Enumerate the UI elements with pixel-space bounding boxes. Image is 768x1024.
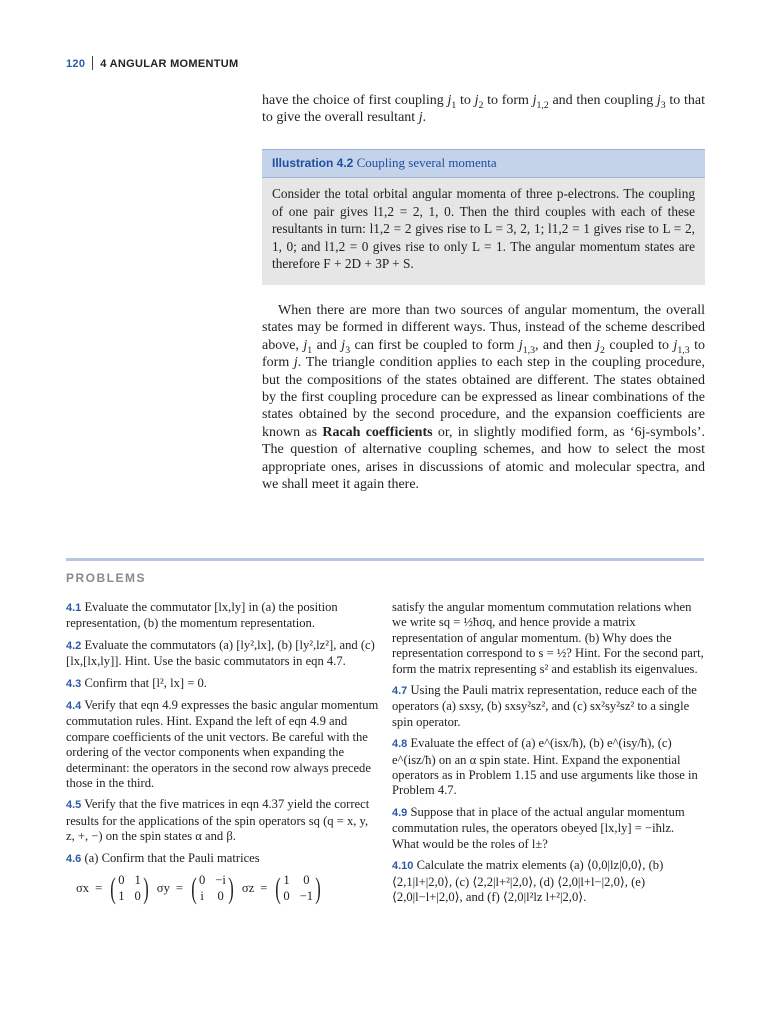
- problem-text: Suppose that in place of the actual angular momentum commutation rules, the operators obeyed [lx,ly] = −iħlz. What would be the roles of l±?: [392, 804, 685, 851]
- problem-4-2: [66, 638, 380, 670]
- racah-term: Racah coefficients: [322, 424, 433, 440]
- problem-text: (a) Confirm that the Pauli matrices: [84, 850, 260, 865]
- problem-text: Verify that the five matrices in eqn 4.37 yield the correct results for the applications of the spin operators sq (q = x, y, z, +, −) on the spin states α and β.: [66, 797, 370, 844]
- main-text-8: or, in slightly modified form, as ‘6j-symbols’. The question of alternative coupling schemes, and how to select the most appropriate ones, arises in discussions of atomic and molecular spectra, and we shall meet it again there.: [262, 424, 705, 493]
- problem-text: satisfy the angular momentum commutation relations when we write sq = ½ħσq, and hence provide a matrix representation of angular momentum. (b) Why does the representation correspond to s = ½? Hint. For the second part, form the matrix representing s² and establish its eigenvalues.: [392, 600, 704, 676]
- problem-number: 4.9: [392, 806, 408, 819]
- problem-number: 4.7: [392, 685, 408, 698]
- illustration-title: Coupling several momenta: [356, 155, 497, 170]
- intro-text-2: to: [456, 93, 475, 108]
- matrix-cell: 1: [283, 873, 290, 888]
- problem-4-5: [66, 797, 380, 844]
- matrix-cell: 0: [303, 873, 310, 888]
- problem-4-9: [392, 805, 704, 852]
- head-divider: [92, 56, 93, 70]
- main-text-3: can first be coupled to form: [350, 337, 519, 353]
- matrix-cell: −i: [215, 873, 226, 888]
- pauli-sx-matrix: ( 0 1 1 0 ): [110, 871, 149, 905]
- intro-paragraph: have the choice of first coupling $j_1$ to $j_2$ to form $j_{1,2}$ and then coupling $j_3$ to that to give the overall resultant j.: [262, 93, 705, 126]
- matrix-cell: 0: [199, 873, 206, 888]
- matrix-cell: 0: [118, 873, 125, 888]
- matrix-cell: 1: [118, 889, 125, 904]
- matrix-cell: −1: [299, 889, 314, 904]
- problem-text: Using the Pauli matrix representation, reduce each of the operators (a) sxsy, (b) sxsy²sz², and (c) sx²sy²sz² to a single spin operator.: [392, 683, 697, 729]
- problem-text: Verify that eqn 4.9 expresses the basic angular momentum commutation rules. Hint. Expand the left of eqn 4.9 and compare coefficients of the unit vectors. Be careful with the ordering of the vector components when expanding the determinant: the operators in the second row always precede those in the third.: [66, 698, 379, 791]
- matrix-cell: 0: [283, 889, 290, 904]
- intro-text-1: have the choice of first coupling: [262, 93, 448, 108]
- problem-number: 4.2: [66, 639, 82, 652]
- problem-number: 4.4: [66, 700, 82, 713]
- problem-4-6-continued: [392, 600, 704, 677]
- problem-number: 4.3: [66, 677, 82, 690]
- intro-text-6: .: [422, 110, 427, 126]
- matrix-cell: 0: [217, 889, 224, 904]
- problem-number: 4.1: [66, 602, 82, 614]
- main-text-4: , and then: [534, 337, 597, 353]
- pauli-sy-matrix: ( 0 −i i 0 ): [191, 871, 234, 905]
- matrix-cell: 0: [134, 889, 141, 904]
- illustration-body: Consider the total orbital angular momenta of three p-electrons. The coupling of one pair gives l1,2 = 2, 1, 0. Then the third couples with each of these resultants in turn: l1,2 = 2 gives rise to L = 3, 2, 1; l1,2 = 1 gives rise to L = 2, 1, 0; and l1,2 = 0 gives rise to only L = 1. The angular momentum states are therefore F + 2D + 3P + S.: [272, 186, 695, 271]
- main-text-7: . The triangle condition applies to each step in the coupling procedure, but the compositions of the states obtained are different. The states obtained by the first coupling procedure can be expressed as linear combinations of the states obtained by the second procedure, and the expansion coefficients are known as: [262, 355, 705, 440]
- page-number: 120: [66, 58, 86, 70]
- problem-number: 4.8: [392, 738, 408, 751]
- illustration-box: [262, 149, 705, 285]
- matrix-cell: i: [200, 889, 204, 904]
- problem-4-8: [392, 736, 704, 799]
- illustration-label: Illustration 4.2: [272, 156, 354, 170]
- problem-text: Evaluate the commutator [lx,ly] in (a) the position representation, (b) the momentum representation.: [66, 600, 338, 631]
- problems-right-column: [392, 600, 704, 911]
- illustration-header: [262, 149, 705, 178]
- matrix-cell: 1: [134, 873, 141, 888]
- problem-4-7: [392, 683, 704, 730]
- problem-4-1: [66, 600, 380, 632]
- problem-number: 4.6: [66, 852, 82, 865]
- main-text-1: When there are more than two sources of angular momentum, the overall states may be formed in different ways. Thus, instead of the scheme described above,: [262, 303, 705, 353]
- problem-4-4: [66, 698, 380, 791]
- problems-left-column: [66, 600, 380, 904]
- pauli-sx-label: σx: [76, 880, 90, 895]
- intro-text-3: to form: [483, 93, 533, 108]
- problem-4-10: [392, 858, 704, 905]
- running-head: [66, 56, 238, 70]
- intro-text-5: to that to give the overall resultant: [262, 93, 705, 126]
- problems-heading: PROBLEMS: [66, 571, 147, 585]
- problem-number: 4.10: [392, 860, 414, 873]
- problem-text: Evaluate the commutators (a) [ly²,lx], (b) [ly²,lz²], and (c) [lx,[lx,ly]]. Hint. Use the basic commutators in eqn 4.7.: [66, 637, 375, 669]
- pauli-matrices: σx = ( 0 1 1 0 ) σy = ( 0 −i i 0 ) σz = ( 1 0 0 −1 ): [66, 873, 380, 904]
- main-text-2: and: [312, 337, 342, 353]
- chapter-title: 4 ANGULAR MOMENTUM: [100, 58, 239, 70]
- intro-text-4: and then coupling: [548, 93, 657, 108]
- pauli-sz-matrix: ( 1 0 0 −1 ): [275, 871, 321, 905]
- problem-text: Calculate the matrix elements (a) ⟨0,0|lz|0,0⟩, (b) ⟨2,1|l+|2,0⟩, (c) ⟨2,2|l+²|2,0⟩, (d) ⟨2,0|l+l−|2,0⟩, (e) ⟨2,0|l−l+|2,0⟩, and (f) ⟨2,0|l²lz l+²|2,0⟩.: [392, 858, 664, 904]
- pauli-sz-label: σz: [241, 880, 255, 895]
- main-text-5: coupled to: [604, 337, 674, 353]
- main-paragraph: When there are more than two sources of angular momentum, the overall states may be formed in different ways. Thus, instead of the scheme described above, $j_1$ and $j_3$ can first be coupled to form $j_{1,3}$, and then $j_2$ coupled to $j_{1,3}$ to form j. The triangle condition applies to each step in the coupling procedure, but the compositions of the states obtained are different. The states obtained by the first coupling procedure can be expressed as linear combinations of the states obtained by the second procedure, and the expansion coefficients are known as Racah coefficients or, in slightly modified form, as ‘6j-symbols’. The question of alternative coupling schemes, and how to select the most appropriate ones, arises in discussions of atomic and molecular spectra, and we shall meet it again there.: [262, 303, 705, 493]
- section-rule: [66, 558, 704, 561]
- problem-text: Confirm that [l², lx] = 0.: [84, 675, 207, 690]
- problem-4-3: [66, 676, 380, 692]
- problem-4-6: [66, 851, 380, 867]
- pauli-sy-label: σy: [156, 880, 170, 895]
- main-text-6: to form: [262, 337, 705, 371]
- problem-number: 4.5: [66, 799, 82, 812]
- problem-text: Evaluate the effect of (a) e^(isx/ħ), (b) e^(isy/ħ), (c) e^(isz/ħ) on an α spin state. Hint. Expand the exponential operators as in Problem 1.15 and use arguments like those in Problem 4.7.: [392, 736, 698, 798]
